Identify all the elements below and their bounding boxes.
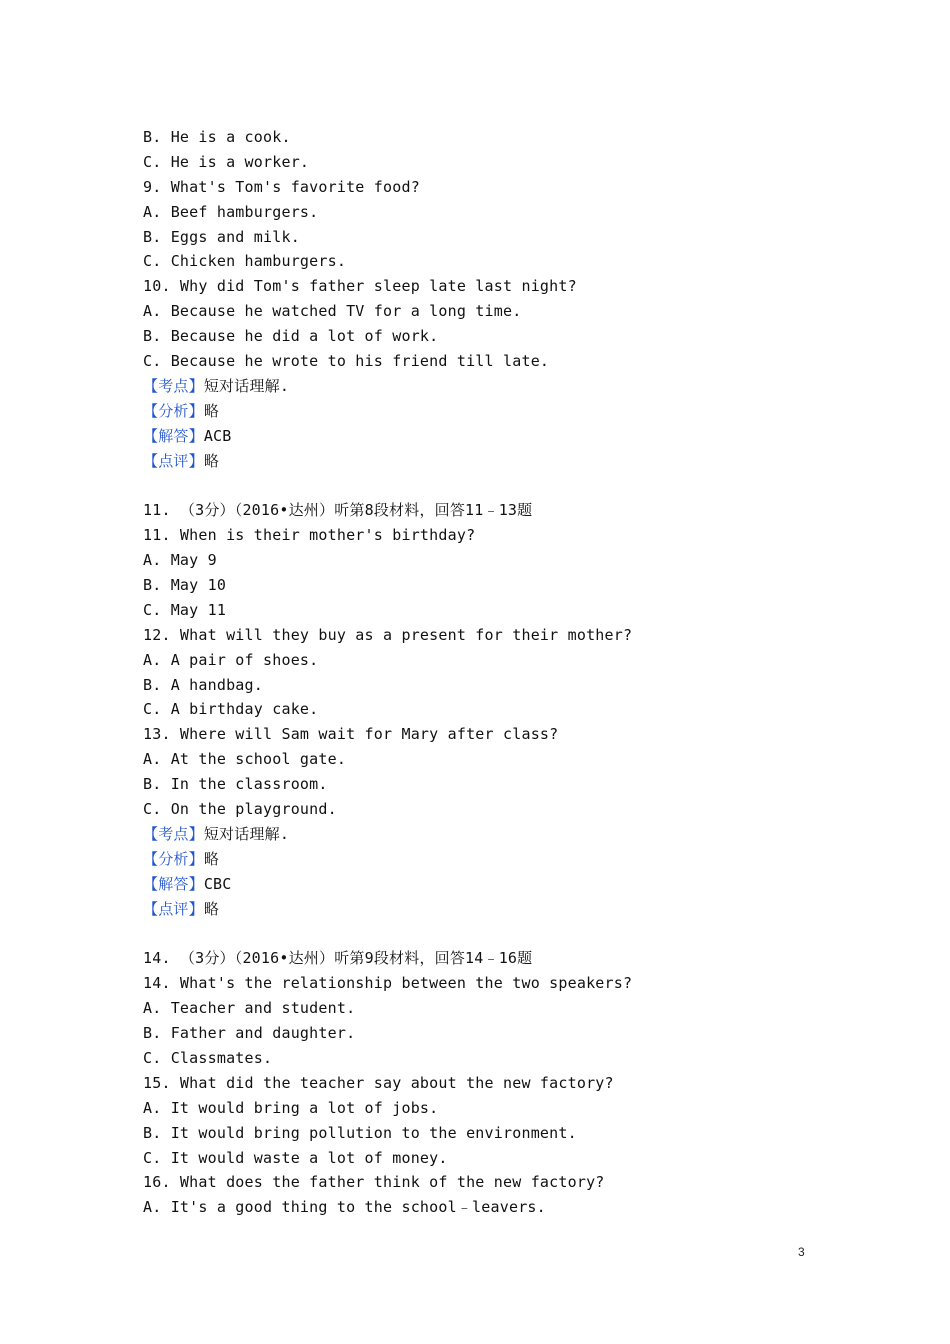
note-tag: 解答 [158,426,189,445]
note-text: 略 [203,451,220,470]
bracket-open: 【 [143,451,159,470]
note-text: CBC [203,874,232,893]
question-14: 14. What's the relationship between the two speakers? [143,974,633,993]
note-text: 短对话理解. [203,824,290,843]
text-line: A. At the school gate. [143,750,347,769]
text-line: A. It's a good thing to the school﹣leavers. [143,1198,546,1217]
text-line: B. Eggs and milk. [143,227,300,246]
bracket-open: 【 [143,874,159,893]
bracket-close: 】 [188,426,204,445]
bracket-close: 】 [188,376,204,395]
text-line: C. He is a worker. [143,152,310,171]
question-9: 9. What's Tom's favorite food? [143,177,420,196]
text-line: A. Because he watched TV for a long time. [143,302,522,321]
question-13: 13. Where will Sam wait for Mary after class? [143,725,559,744]
bracket-open: 【 [143,376,159,395]
text-line: A. A pair of shoes. [143,650,319,669]
note-text: 略 [203,401,220,420]
text-line: C. A birthday cake. [143,700,319,719]
note-tag: 考点 [158,376,189,395]
question-15: 15. What did the teacher say about the new factory? [143,1073,614,1092]
text-line: C. May 11 [143,600,227,619]
note-text: 短对话理解. [203,376,290,395]
question-11: 11. When is their mother's birthday? [143,526,476,545]
bracket-close: 】 [188,874,204,893]
note-kaodian [143,822,843,847]
note-dianping [143,449,843,474]
note-tag: 点评 [158,899,189,918]
text-line: B. A handbag. [143,675,263,694]
text-line: B. May 10 [143,576,227,595]
page-number: 3 [798,1245,805,1259]
bracket-open: 【 [143,426,159,445]
note-jieda [143,424,843,449]
text-line: B. He is a cook. [143,128,291,146]
note-text: 略 [203,899,220,918]
bracket-open: 【 [143,899,159,918]
bracket-close: 】 [188,849,204,868]
note-tag: 点评 [158,451,189,470]
note-tag: 分析 [158,849,189,868]
text-line: C. Because he wrote to his friend till late. [143,352,550,371]
bracket-close: 】 [188,401,204,420]
section-header: 14. （3分）（2016•达州）听第9段材料，回答14﹣16题 [143,949,533,968]
text-line: B. Father and daughter. [143,1024,356,1043]
spacer [143,473,843,498]
text-line: B. It would bring pollution to the environment. [143,1123,577,1142]
text-line: C. Chicken hamburgers. [143,252,347,271]
bracket-close: 】 [188,824,204,843]
text-line: B. In the classroom. [143,775,328,794]
note-fenxi [143,847,843,872]
text-line: C. On the playground. [143,800,337,819]
text-line: A. Teacher and student. [143,999,356,1018]
text-line: C. It would waste a lot of money. [143,1148,448,1167]
note-text: 略 [203,849,220,868]
spacer [143,922,843,947]
note-tag: 考点 [158,824,189,843]
note-fenxi [143,399,843,424]
section-header: 11. （3分）（2016•达州）听第8段材料，回答11﹣13题 [143,501,533,520]
note-tag: 解答 [158,874,189,893]
bracket-open: 【 [143,824,159,843]
text-line: A. It would bring a lot of jobs. [143,1098,439,1117]
text-line: B. Because he did a lot of work. [143,327,439,346]
question-16: 16. What does the father think of the new factory? [143,1173,605,1192]
text-line: A. May 9 [143,551,217,570]
note-jieda [143,872,843,897]
note-tag: 分析 [158,401,189,420]
page-content [143,125,843,1220]
bracket-open: 【 [143,401,159,420]
note-dianping [143,897,843,922]
note-kaodian [143,374,843,399]
text-line: A. Beef hamburgers. [143,202,319,221]
question-12: 12. What will they buy as a present for their mother? [143,625,633,644]
bracket-close: 】 [188,899,204,918]
text-line: C. Classmates. [143,1048,273,1067]
bracket-open: 【 [143,849,159,868]
question-10: 10. Why did Tom's father sleep late last night? [143,277,577,296]
bracket-close: 】 [188,451,204,470]
note-text: ACB [203,426,232,445]
